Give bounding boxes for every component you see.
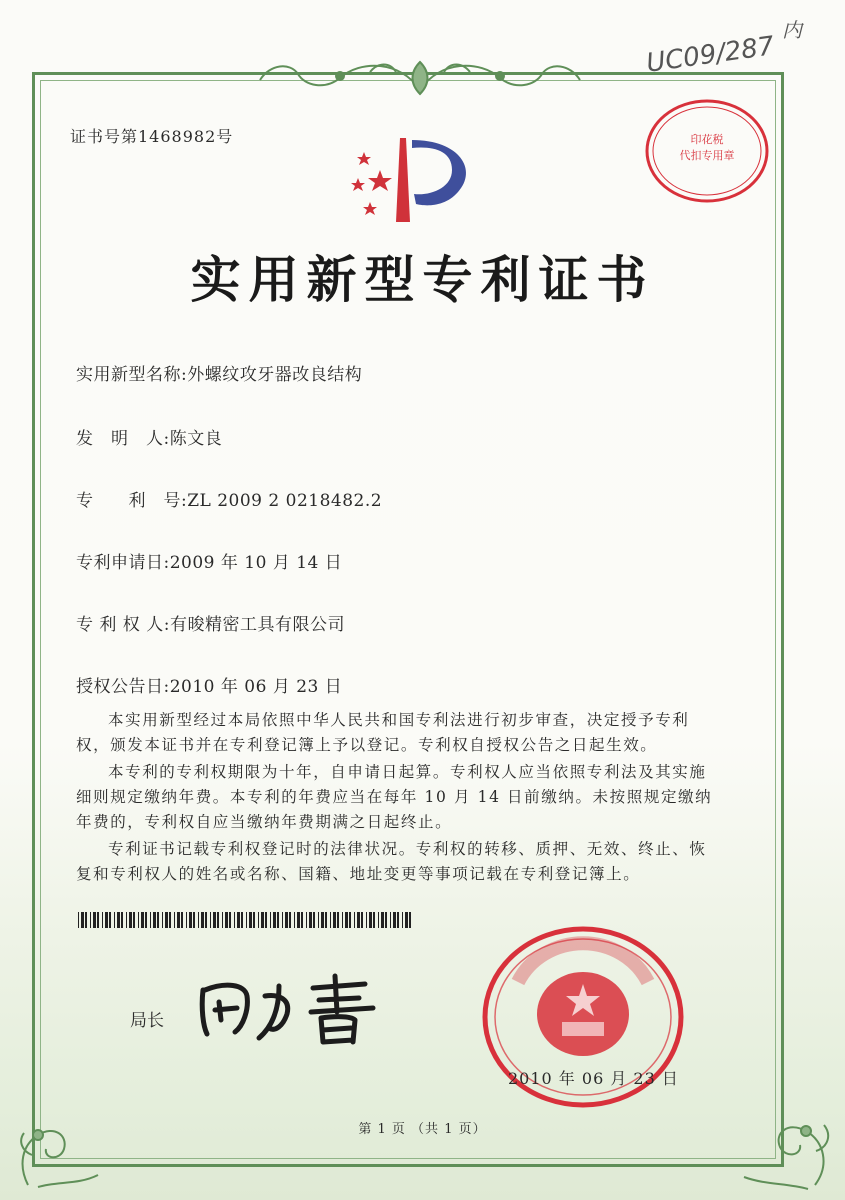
field-label: 实用新型名称: [76,365,188,385]
director-label: 局长 [130,1011,164,1031]
field-label: 专 利 号: [76,491,188,511]
field-inventor [76,424,222,449]
handwritten-corner-mark: 内 [782,18,802,42]
field-value: 2009 年 10 月 14 日 [169,553,343,573]
field-value: 陈文良 [169,429,223,449]
body-paragraph: 本专利的专利权期限为十年，自申请日起算。专利权人应当依照专利法及其实施细则规定缴纳年费。本专利的年费应当在每年 10 月 14 日前缴纳。未按照规定缴纳年费的，专利权自应当缴纳年费期满之日起终止。 [76,763,713,831]
page-footer: 第 1 页 （共 1 页） [358,1122,487,1137]
svg-text:代扣专用章: 代扣专用章 [679,149,735,162]
field-value: 有晙精密工具有限公司 [169,615,345,635]
field-value: 2010 年 06 月 23 日 [169,677,343,697]
svg-text:印花税: 印花税 [690,133,724,146]
field-utility-model-name [76,360,362,385]
field-grant-date [76,672,342,697]
certificate-body [76,708,716,889]
field-application-date [76,548,342,573]
certificate-title: 实用新型专利证书 [190,250,655,309]
field-patent-number [76,486,382,511]
field-patentee [76,610,345,635]
body-paragraph: 专利证书记载专利权登记时的法律状况。专利权的转移、质押、无效、终止、恢复和专利权人的姓名或名称、国籍、地址变更等事项记载在专利登记簿上。 [76,840,707,883]
patent-office-logo-icon [340,130,480,230]
certificate-number: 证书号第1468982号 [70,127,234,146]
director-signature [195,968,385,1048]
body-paragraph: 本实用新型经过本局依照中华人民共和国专利法进行初步审查，决定授予专利权，颁发本证书并在专利登记簿上予以登记。专利权自授权公告之日起生效。 [76,711,690,754]
bottom-right-ornament-icon [720,1085,840,1195]
field-label: 专利申请日: [76,553,170,573]
top-ornament-icon [250,50,590,98]
handwritten-reference: UC09/287 [644,31,777,79]
field-value: 外螺纹攻牙器改良结构 [187,365,363,385]
field-value: ZL 2009 2 0218482.2 [187,491,383,511]
field-label: 专 利 权 人: [76,615,170,635]
field-label: 发 明 人: [76,429,170,449]
bottom-left-ornament-icon [8,1095,118,1195]
tax-stamp-seal [642,96,772,206]
field-label: 授权公告日: [76,677,170,697]
seal-date: 2010 年 06 月 23 日 [508,1069,679,1088]
barcode [78,912,416,928]
